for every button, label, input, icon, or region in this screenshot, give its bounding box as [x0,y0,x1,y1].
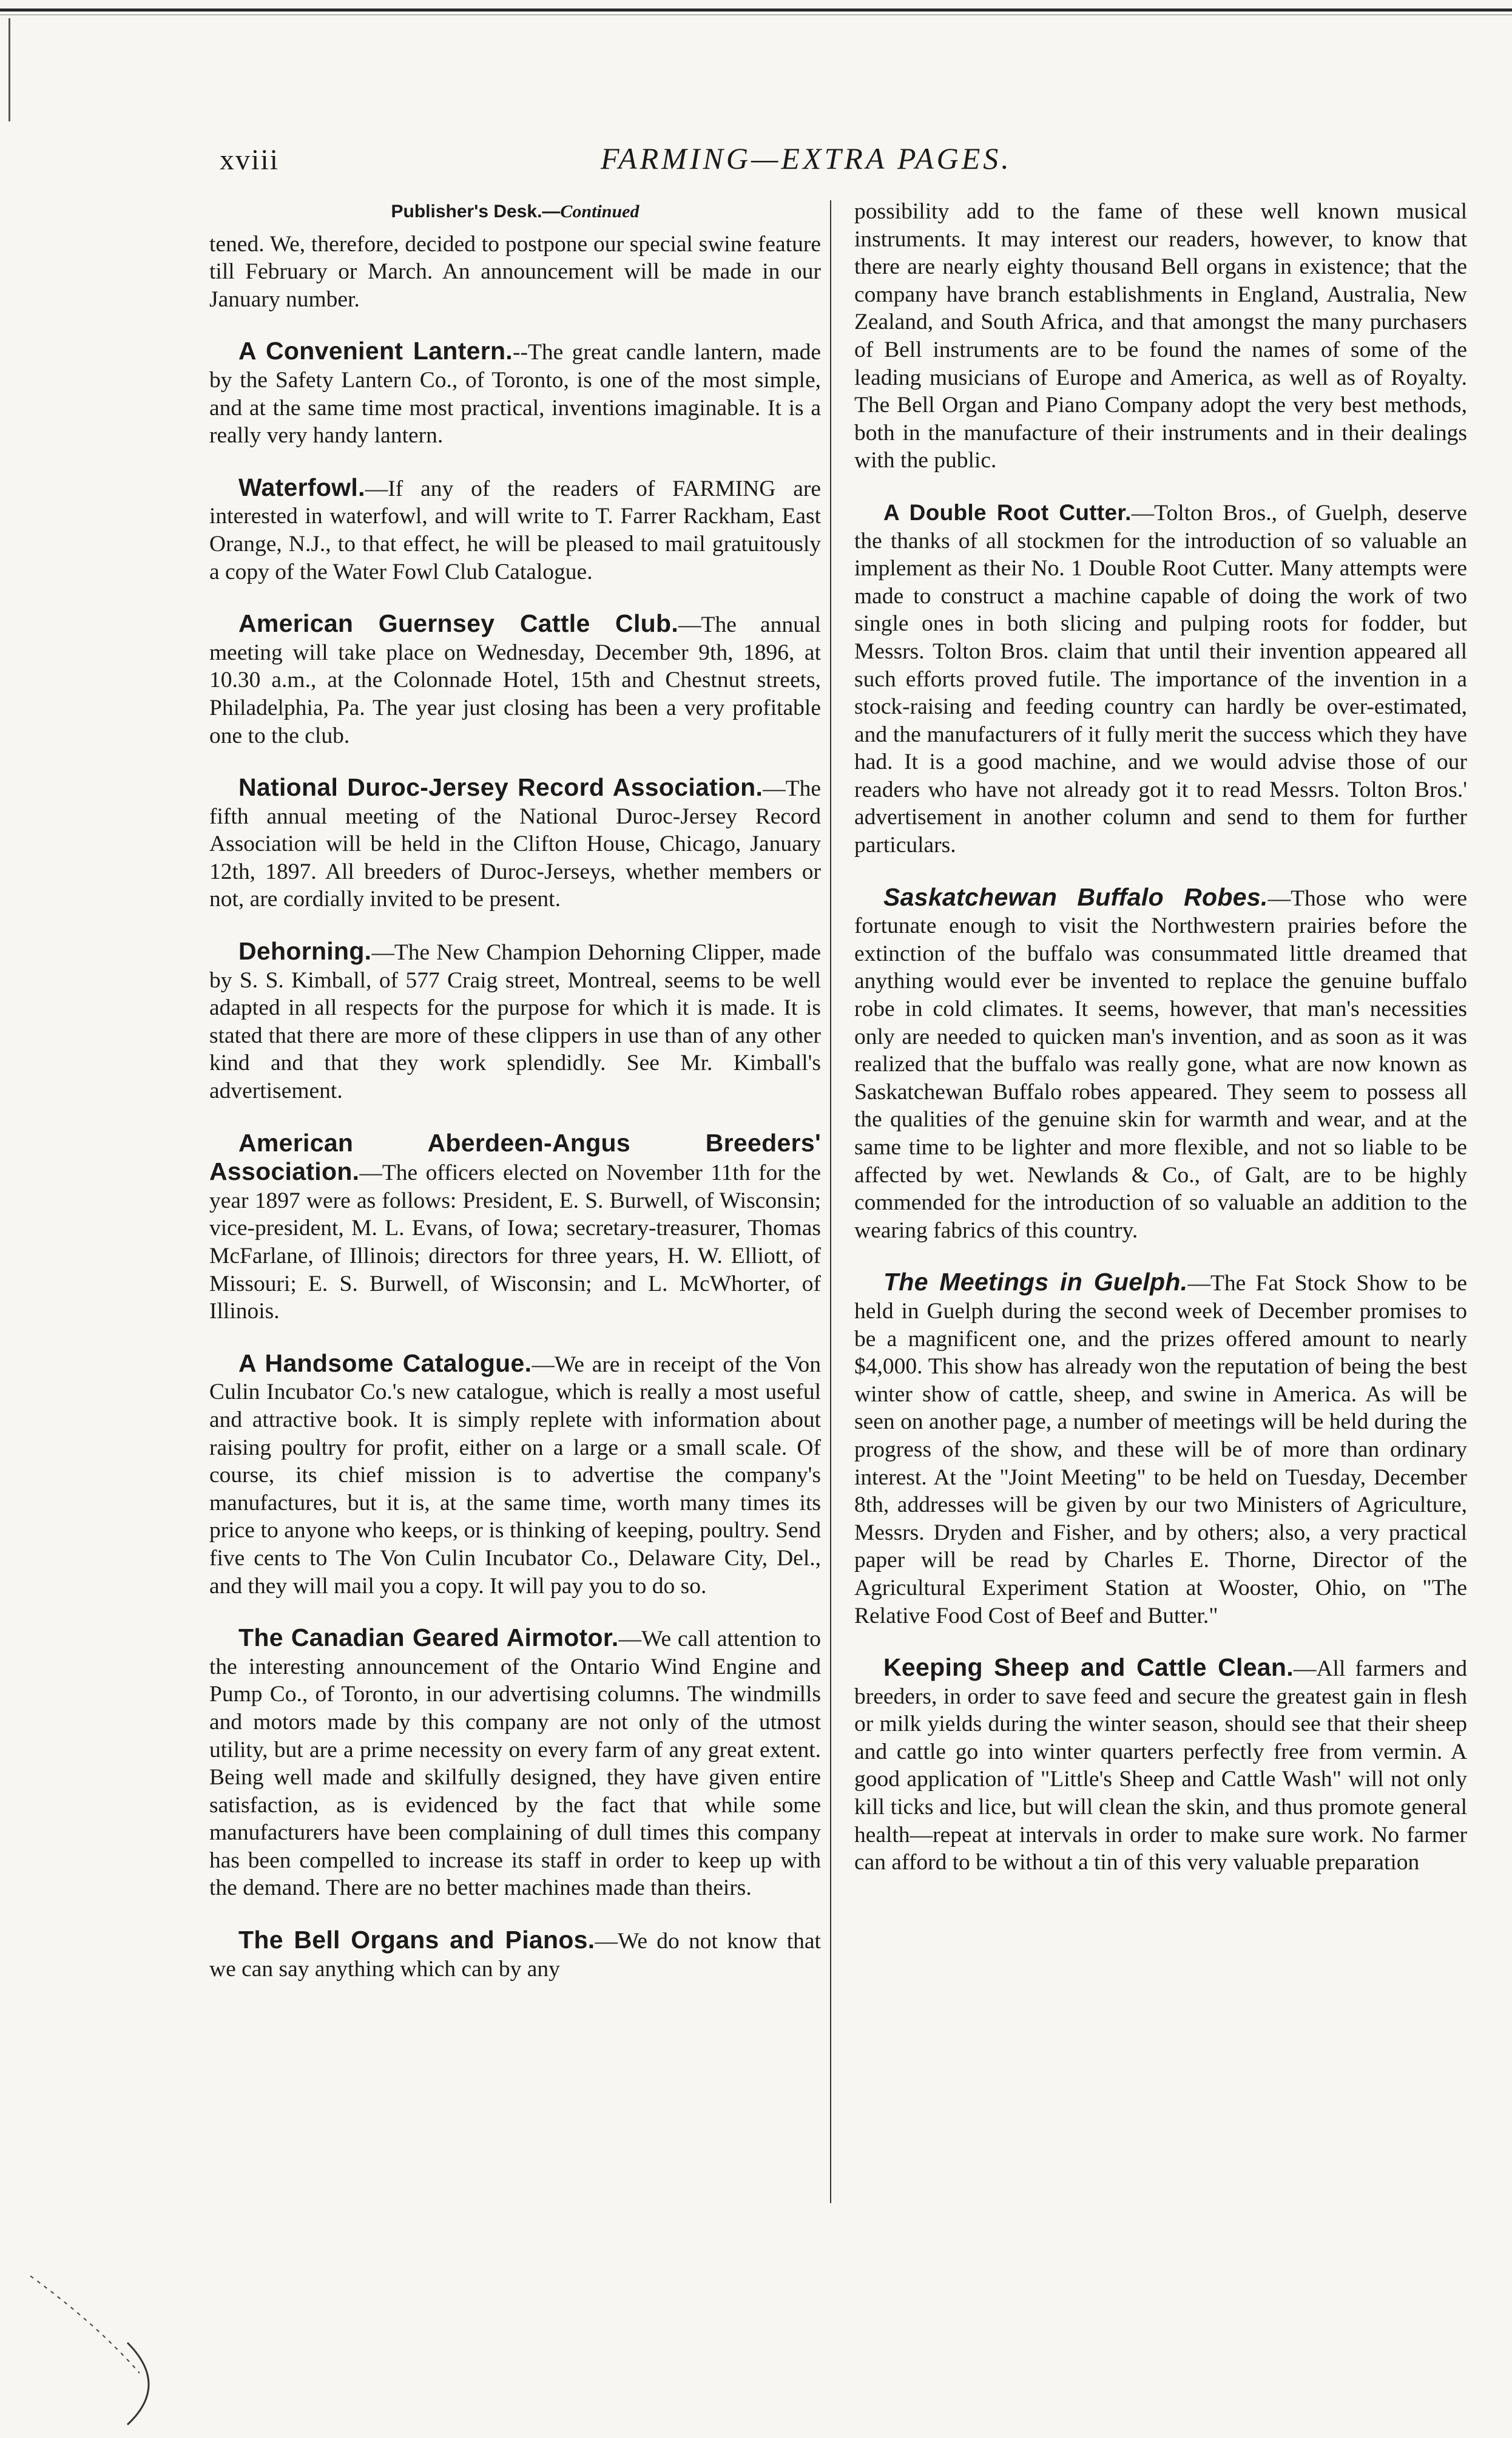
page-corner-mark [24,2252,182,2428]
article-body: —We do not know that we can say anything which can by any [209,1929,821,1982]
column-divider [830,200,831,2203]
page-number: xviii [220,144,280,176]
article-body: —The officers elected on November 11th for the year 1897 were as follows: President, E. S. Burwell, of Wisconsin; vice-president, M. L. Evans, of Iowa; secretary-treasurer, Thomas McFarlane, of Illinois; directors for three years, H. W. Elliott, of Missouri; E. S. Burwell, of Wisconsin; and L. McWhorter, of Illinois. [209,1160,821,1324]
article-body: —The New Champion Dehorning Clipper, made by S. S. Kimball, of 577 Craig street, Montreal, seems to be well adapted in all respects for the purpose for which it is made. It is stated that there are more of these clippers in use than of any other kind and that they work splendidly. See Mr. Kimball's advertisement. [209,940,821,1104]
article-body: —We are in receipt of the Von Culin Incubator Co.'s new catalogue, which is really a most useful and attractive book. It is simply replete with information about raising poultry for profit, either on a large or a small scale. Of course, its chief mission is to advertise the company's manufactures, but it is, at the same time, worth many times its price to anyone who keeps, or is thinking of keeping, poultry. Send five cents to The Von Culin Incubator Co., Delaware City, Del., and they will mail you a copy. It will pay you to do so. [209,1352,822,1599]
article-double-root-cutter [854,499,1467,859]
article-heading: A Convenient Lantern. [238,337,513,365]
article-heading: The Meetings in Guelph. [883,1268,1188,1296]
article-body: —All farmers and breeders, in order to save feed and secure the greatest gain in flesh or milk yields during the winter season, should see that their sheep and cattle go into winter quarters perfectly free from vermin. A good application of "Little's Sheep and Cattle Wash" will not only kill ticks and lice, but will clean the skin, and thus promote general health—repeat at intervals in order to make sure work. No farmer can afford to be without a tin of this very valuable preparation [854,1656,1468,1875]
article-heading: American Aberdeen-Angus Breeders' Association. [209,1128,821,1186]
top-rule [0,8,1512,12]
article-heading: Waterfowl. [238,473,365,501]
article-bell-organs [209,1926,821,1983]
article-guernsey-cattle-club [209,610,821,750]
article-canadian-airmotor [209,1624,821,1902]
left-intro: tened. We, therefore, decided to postpone our special swine feature till February or March. An announcement will be made in our January number. [209,231,821,312]
running-head: FARMING—EXTRA PAGES. [601,141,1012,175]
article-meetings-guelph [854,1268,1467,1630]
article-handsome-catalogue [209,1350,821,1600]
article-heading: A Double Root Cutter. [883,499,1132,525]
article-body: —If any of the readers of FARMING are interested in waterfowl, and will write to T. Farrer Rackham, East Orange, N.J., to that effect, he will be pleased to mail gratuitously a copy of the Water Fowl Club Catalogue. [209,476,821,584]
article-buffalo-robes [854,884,1467,1245]
article-body: —The fifth annual meeting of the National Duroc-Jersey Record Association will be held in the Clifton House, Chicago, January 12th, 1897. All breeders of Duroc-Jerseys, whether members or not, are cordially invited to be present. [209,776,821,912]
article-heading: Dehorning. [238,937,372,966]
article-convenient-lantern [209,337,821,449]
article-body: —The annual meeting will take place on Wednesday, December 9th, 1896, at 10.30 a.m., at the Colonnade Hotel, 15th and Chestnut streets, Philadelphia, Pa. The year just closing has been a very profitable one to the club. [209,612,822,748]
article-heading: The Bell Organs and Pianos. [238,1926,595,1954]
continued-label: Publisher's Desk.— [391,201,561,222]
continued-heading [209,198,821,226]
article-heading: American Guernsey Cattle Club. [238,609,679,638]
left-column [209,198,821,1983]
right-column [854,198,1467,1877]
article-body: --The great candle lantern, made by the Safety Lantern Co., of Toronto, is one of the most simple, and at the same time most practical, inventions imaginable. It is a really very handy lantern. [209,340,821,449]
binding-mark [8,18,10,121]
article-heading: Keeping Sheep and Cattle Clean. [883,1653,1294,1682]
continued-italic: Continued [560,201,640,222]
article-heading: The Canadian Geared Airmotor. [238,1624,619,1652]
article-body: —We call attention to the interesting announcement of the Ontario Wind Engine and Pump Co., of Toronto, in our advertising columns. The windmills and motors made by this company are not only of the utmost utility, but are a prime necessity on every farm of any great extent. Being well made and skilfully designed, they have given entire satisfaction, as is evidenced by the fact that while some manufacturers have been complaining of dull times this company has been compelled to increase its staff in order to keep up with the demand. There are no better machines made than theirs. [209,1627,821,1901]
right-intro: possibility add to the fame of these well known musical instruments. It may interest our readers, however, to know that there are nearly eighty thousand Bell organs in existence; that the company have branch establishments in England, Australia, New Zealand, and South Africa, and that amongst the many purchasers of Bell instruments are to be found the names of some of the leading musicians of Europe and America, as well as of Royalty. The Bell Organ and Piano Company adopt the very best methods, both in the manufacture of their instruments and in their dealings with the public. [854,199,1467,473]
article-dehorning [209,938,821,1105]
article-heading: Saskatchewan Buffalo Robes. [883,882,1268,911]
article-heading: A Handsome Catalogue. [238,1349,532,1377]
article-body: —Tolton Bros., of Guelph, deserve the thanks of all stockmen for the introduction of so valuable an implement as their No. 1 Double Root Cutter. Many attempts were made to construct a machine capable of doing the work of two single ones in both slicing and pulping roots for fodder, but Messrs. Tolton Bros. claim that until their invention appeared all such efforts proved futile. The importance of the invention in a stock-raising and feeding country can hardly be over-estimated, and the manufacturers of it fully merit the success which they have had. It is a good machine, and we would advise those of our readers who have not already got it to read Messrs. Tolton Bros.' advertisement in another column and send to them for further particulars. [854,500,1467,858]
article-aberdeen-angus [209,1129,821,1326]
article-body: —Those who were fortunate enough to visit the Northwestern prairies before the extinction of the buffalo was consummated little dreamed that anything would ever be invented to replace the genuine buffalo robe in cold climates. It seems, however, that man's necessities only are needed to quicken man's invention, and as soon as it was realized that the buffalo was really gone, what are now known as Saskatchewan Buffalo robes appeared. They seem to possess all the qualities of the genuine skin for warmth and wear, and at the same time to be lighter and more flexible, and not so liable to be affected by wet. Newlands & Co., of Galt, are to be highly commended for the introduction of so valuable an addition to the wearing fabrics of this country. [854,885,1467,1243]
article-heading: National Duroc-Jersey Record Association. [238,773,763,802]
article-sheep-cattle-clean [854,1654,1467,1877]
article-duroc-jersey [209,774,821,913]
article-waterfowl [209,474,821,586]
article-body: —The Fat Stock Show to be held in Guelph during the second week of December promises to be a magnificent one, and the prizes offered amount to nearly $4,000. This show has already won the reputation of being the best winter show of cattle, sheep, and swine in America. As will be seen on another page, a number of meetings will be held during the progress of the show, and these will be of more than ordinary interest. At the "Joint Meeting" to be held on Tuesday, December 8th, addresses will be given by our two Ministers of Agriculture, Messrs. Dryden and Fisher, and by others; also, a very practical paper will be read by Charles E. Thorne, Director of the Agricultural Experiment Station at Wooster, Ohio, on "The Relative Food Cost of Beef and Butter." [854,1271,1468,1628]
